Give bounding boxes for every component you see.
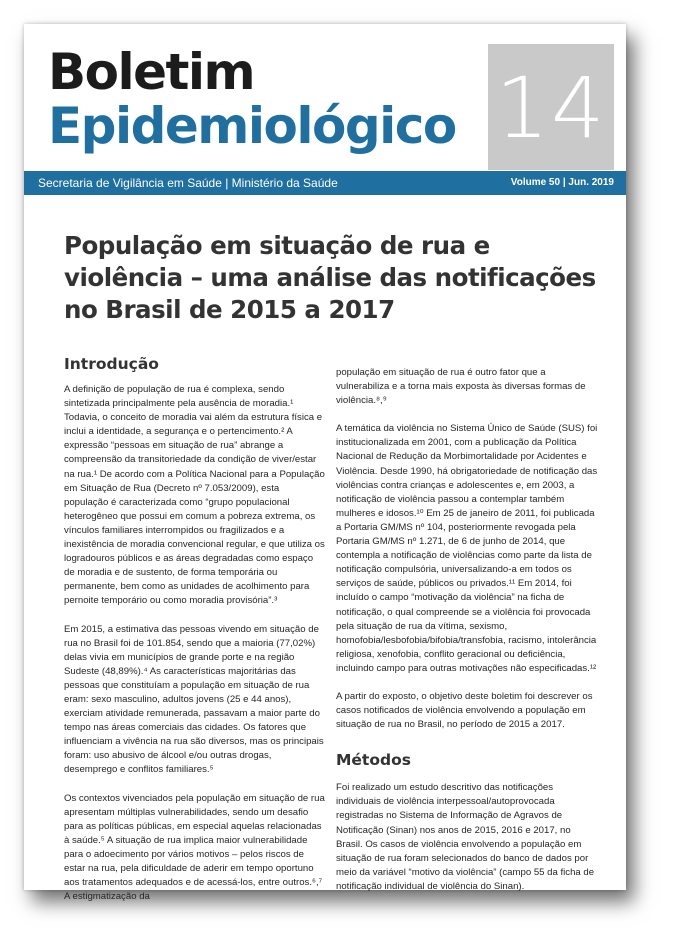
right-paragraph-2: A temática da violência no Sistema Único de Saúde (SUS) foi institucionalizada em 2001, com a publicação da Política Nacional de Redução da Morbimortalidade por Acidentes e Violência. Desde 1990, há obrigatoriedade de notificação das violências contra crianças e adolescentes e, em 2003, a notificação de violência passou a contemplar também mulheres e idosos.¹⁰ Em 25 de janeiro de 2011, foi publicada a Portaria GM/MS nº 104, posteriormente revogada pela Portaria GM/MS nº 1.271, de 6 de junho de 2014, que contempla a notificação de violências como parte da lista de notificação compulsória, universalizando-a em todos os serviços de saúde, públicos ou privados.¹¹ Em 2014, foi incluído o campo “motivação da violência” na ficha de notificação, o qual compreende se a violência foi provocada pela situação de rua da vítima, sexismo, homofobia/lesbofobia/bifobia/transfobia, racismo, intolerância religiosa, xenofobia, conflito geracional ou deficiência, incluindo campo para outras motivações não especificadas.¹² — [336, 423, 598, 674]
masthead-title-line2: Epidemiológico — [48, 97, 456, 155]
intro-heading: Introdução — [64, 355, 159, 373]
intro-paragraph-2: Em 2015, a estimativa das pessoas vivendo em situação de rua no Brasil foi de 101.854, sendo que a maioria (77,02%) delas vivia em municípios de grande porte e na região Sudeste (48,89%).⁴ As características majoritárias das pessoas que constituíam a população em situação de rua eram: sexo masculino, adultos jovens (25 e 44 anos), exerciam atividade remunerada, passavam a maior parte do tempo nas áreas comerciais das cidades. Os fatores que influenciam a vivência na rua são diversos, mas os principais foram: uso abusivo de álcool e/ou outras drogas, desemprego e conflitos familiares.⁵ — [64, 623, 324, 776]
methods-paragraph-1: Foi realizado um estudo descritivo das notificações individuais de violência interpessoal/autoprovocada registradas no Sistema de Informação de Agravos de Notificação (Sinan) nos anos de 2015, 2016 e 2017, no Brasil. Os casos de violência envolvendo a população em situação de rua foram selecionados do banco de dados por meio da variável “motivo da violência” (campo 55 da ficha de notificação individual de violência do Sinan). — [336, 782, 595, 892]
publisher-bar — [24, 171, 626, 195]
intro-paragraph-3: Os contextos vivenciados pela população em situação de rua apresentam múltiplas vulnerabilidades, sendo um desafio para as políticas públicas, em especial aquelas relacionadas à saúde.⁵ A situação de rua implica maior vulnerabilidade para o adoecimento por vários motivos – pelos riscos de estar na rua, pela dificuldade de aderir em tempo oportuno aos tratamentos adequados e de acessá-los, entre outros.⁶,⁷ A estigmatização da — [64, 792, 325, 903]
left-column — [64, 354, 326, 918]
right-column — [336, 366, 598, 908]
right-paragraph-3: A partir do exposto, o objetivo deste boletim foi descrever os casos notificados de violência envolvendo a população em situação de rua no Brasil, no período de 2015 a 2017. — [336, 690, 593, 731]
issue-number: 14 — [495, 59, 607, 157]
right-paragraph-1: população em situação de rua é outro fator que a vulnerabiliza e a torna mais exposta às diversas formas de violência.⁸,⁹ — [336, 367, 586, 407]
methods-heading: Métodos — [336, 751, 411, 770]
masthead-title-line1: Boletim — [48, 43, 255, 101]
volume-date: Volume 50 | Jun. 2019 — [510, 177, 614, 188]
issue-number-box — [488, 44, 614, 170]
intro-paragraph-1: A definição de população de rua é complexa, sendo sintetizada principalmente pela ausência de moradia.¹ Todavia, o conceito de moradia vai além da estrutura física e inclui a identidade, a segurança e o pertencimento.² A expressão “pessoas em situação de rua” abrange a compreensão da transitoriedade da condição de viver/estar na rua.¹ De acordo com a Política Nacional para a População em Situação de Rua (Decreto nº 7.053/2009), esta população é caracterizada como “grupo populacional heterogêneo que possui em comum a pobreza extrema, os vínculos familiares interrompidos ou fragilizados e a inexistência de moradia convencional regular, e que utiliza os logradouros públicos e as áreas degradadas como espaço de moradia e de sustento, de forma temporária ou permanente, bem como as unidades de acolhimento para pernoite temporário ou como moradia provisória”.³ — [64, 384, 325, 607]
article-title: População em situação de rua e violência – uma análise das notificações no Brasil de 2015 a 2017 — [64, 231, 596, 324]
document-page — [24, 24, 626, 903]
publisher-text: Secretaria de Vigilância em Saúde | Ministério da Saúde — [38, 176, 338, 190]
